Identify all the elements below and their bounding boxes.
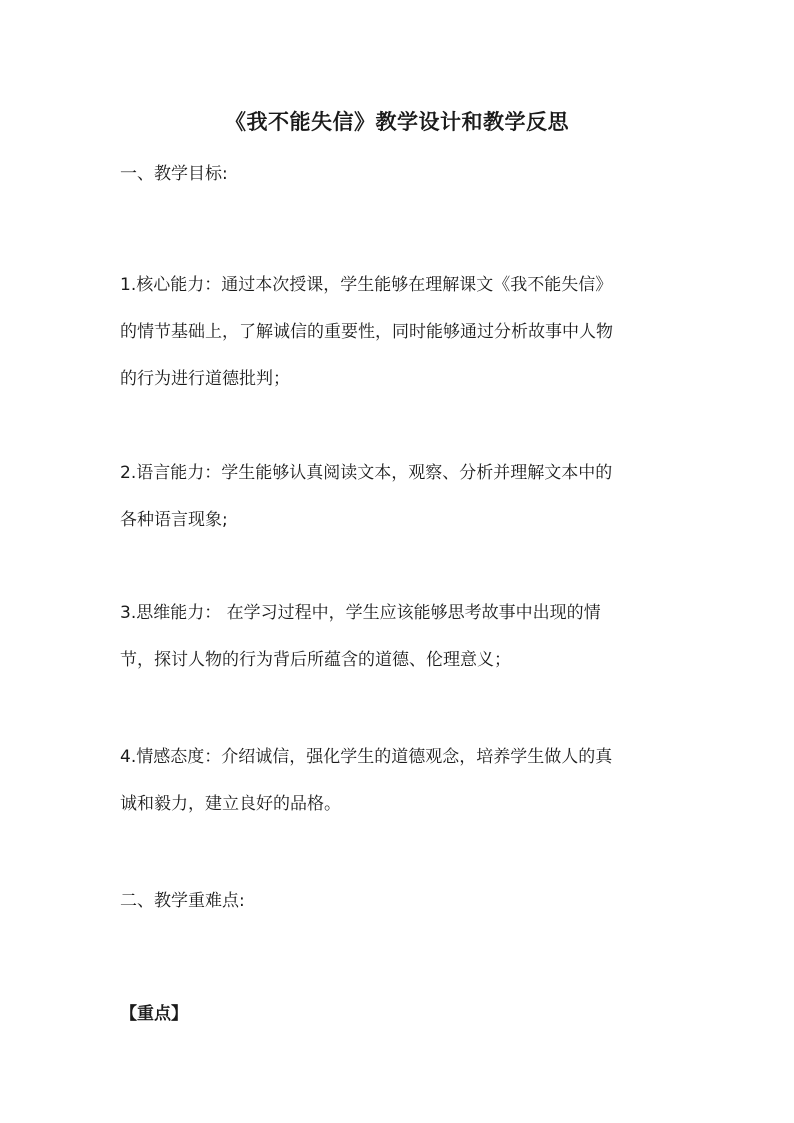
paragraph-line: 4.情感态度：介绍诚信，强化学生的道德观念，培养学生做人的真: [120, 747, 613, 767]
section-heading-teaching-goals: 一、教学目标:: [120, 164, 228, 184]
goal-language-ability: [120, 450, 680, 544]
document-title: 《我不能失信》教学设计和教学反思: [225, 110, 569, 134]
goal-thinking-ability: [120, 590, 680, 684]
section-heading-key-difficult-points: 二、教学重难点:: [120, 891, 245, 911]
paragraph-line: 1.核心能力：通过本次授课，学生能够在理解课文《我不能失信》: [120, 275, 613, 295]
paragraph-line: 诚和毅力，建立良好的品格。: [120, 794, 341, 814]
goal-emotional-attitude: [120, 734, 680, 828]
paragraph-line: 的情节基础上，了解诚信的重要性，同时能够通过分析故事中人物: [120, 322, 613, 342]
key-point-label: 【重点】: [120, 1004, 188, 1024]
paragraph-line: 2.语言能力：学生能够认真阅读文本，观察、分析并理解文本中的: [120, 463, 613, 483]
paragraph-line: 的行为进行道德批判；: [120, 369, 290, 389]
paragraph-line: 节，探讨人物的行为背后所蕴含的道德、伦理意义；: [120, 650, 511, 670]
paragraph-line: 各种语言现象;: [120, 510, 228, 530]
goal-core-ability: [120, 262, 680, 403]
paragraph-line: 3.思维能力： 在学习过程中，学生应该能够思考故事中出现的情: [120, 603, 601, 623]
